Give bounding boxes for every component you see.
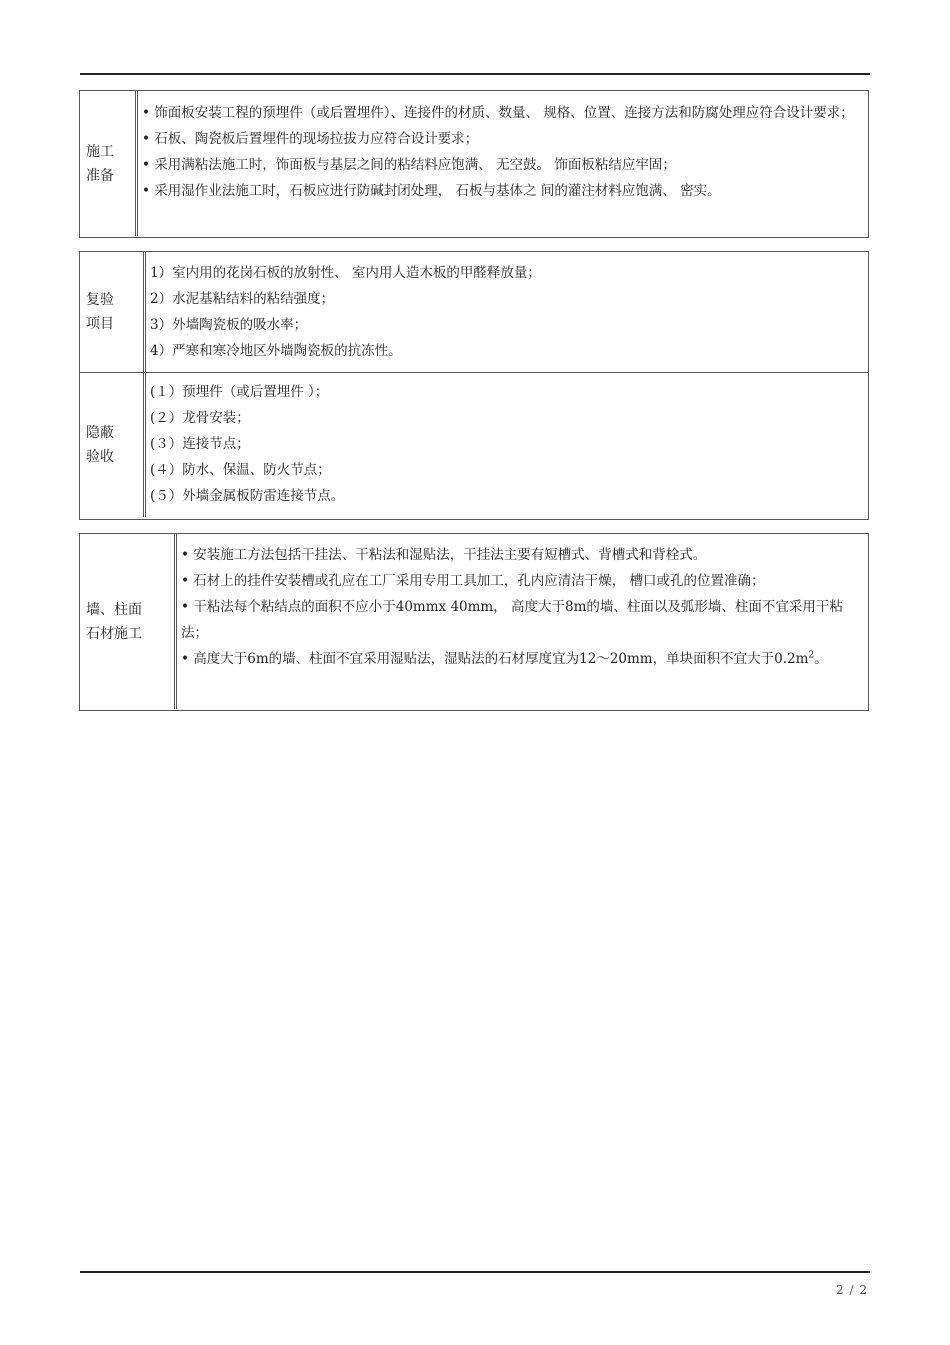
list-item: 2）水泥基粘结料的粘结强度； — [150, 291, 335, 307]
list-item: • 采用湿作业法施工时，石板应进行防碱封闭处理， 石板与基体之 间的灌注材料应饱满、 密实。 — [142, 183, 721, 199]
construction-prep-table — [79, 90, 869, 238]
stone-construction-content — [177, 534, 868, 709]
list-item: 3）外墙陶瓷板的吸水率； — [150, 317, 308, 333]
stone-construction-label: 墙、柱面 石材施工 — [80, 534, 177, 709]
concealed-acceptance-label: 隐蔽 验收 — [80, 373, 146, 517]
construction-prep-label: 施工 准备 — [80, 91, 138, 236]
list-item: (２）龙骨安装； — [150, 410, 250, 426]
table-row — [80, 252, 868, 372]
list-item: (５）外墙金属板防雷连接节点。 — [150, 488, 345, 504]
list-item: (１）预埋件（或后置埋件 ）； — [150, 384, 329, 400]
retest-items-label: 复验 项目 — [80, 252, 146, 372]
list-item: • 安装施工方法包括干挂法、干粘法和湿贴法，干挂法主要有短槽式、背槽式和背栓式。 — [181, 547, 707, 563]
footer-rule — [80, 1271, 870, 1273]
list-item: • 饰面板安装工程的预埋件（或后置埋件）、连接件的材质、数量、 规格、位置、连接方法和防腐处理应符合设计要求； — [142, 105, 854, 121]
stone-construction-table — [79, 533, 869, 711]
list-item: • 石板、陶瓷板后置埋件的现场拉拔力应符合设计要求； — [142, 131, 479, 147]
list-item: 4）严寒和寒冷地区外墙陶瓷板的抗冻性。 — [150, 343, 402, 359]
list-item: (４）防水、保温、防火节点； — [150, 462, 331, 478]
list-item: • 高度大于6m的墙、柱面不宜采用湿贴法，湿贴法的石材厚度宜为12～20mm，单块面积不宜大于$0.2m^2$。 — [181, 650, 828, 667]
concealed-acceptance-content — [146, 373, 868, 517]
list-item: • 干粘法每个粘结点的面积不应小于40mmx 40mm， 高度大于8m的墙、柱面以及弧形墙、柱面不宜采用干粘法； — [181, 599, 843, 641]
retest-items-content — [146, 252, 868, 372]
header-rule — [80, 73, 870, 75]
inspection-table — [79, 251, 869, 520]
list-item: (３）连接节点； — [150, 436, 250, 452]
construction-prep-content — [138, 91, 868, 236]
table-row — [80, 372, 868, 517]
list-item: • 采用满粘法施工时，饰面板与基层之间的粘结料应饱满、 无空鼓。 饰面板粘结应牢固； — [142, 157, 676, 173]
list-item: 1）室内用的花岗石板的放射性、 室内用人造木板的甲醛释放量； — [150, 265, 541, 281]
page-number: 2 / 2 — [836, 1283, 868, 1297]
list-item: • 石材上的挂件安装槽或孔应在工厂采用专用工具加工，孔内应清洁干燥， 槽口或孔的位置准确； — [181, 573, 765, 589]
